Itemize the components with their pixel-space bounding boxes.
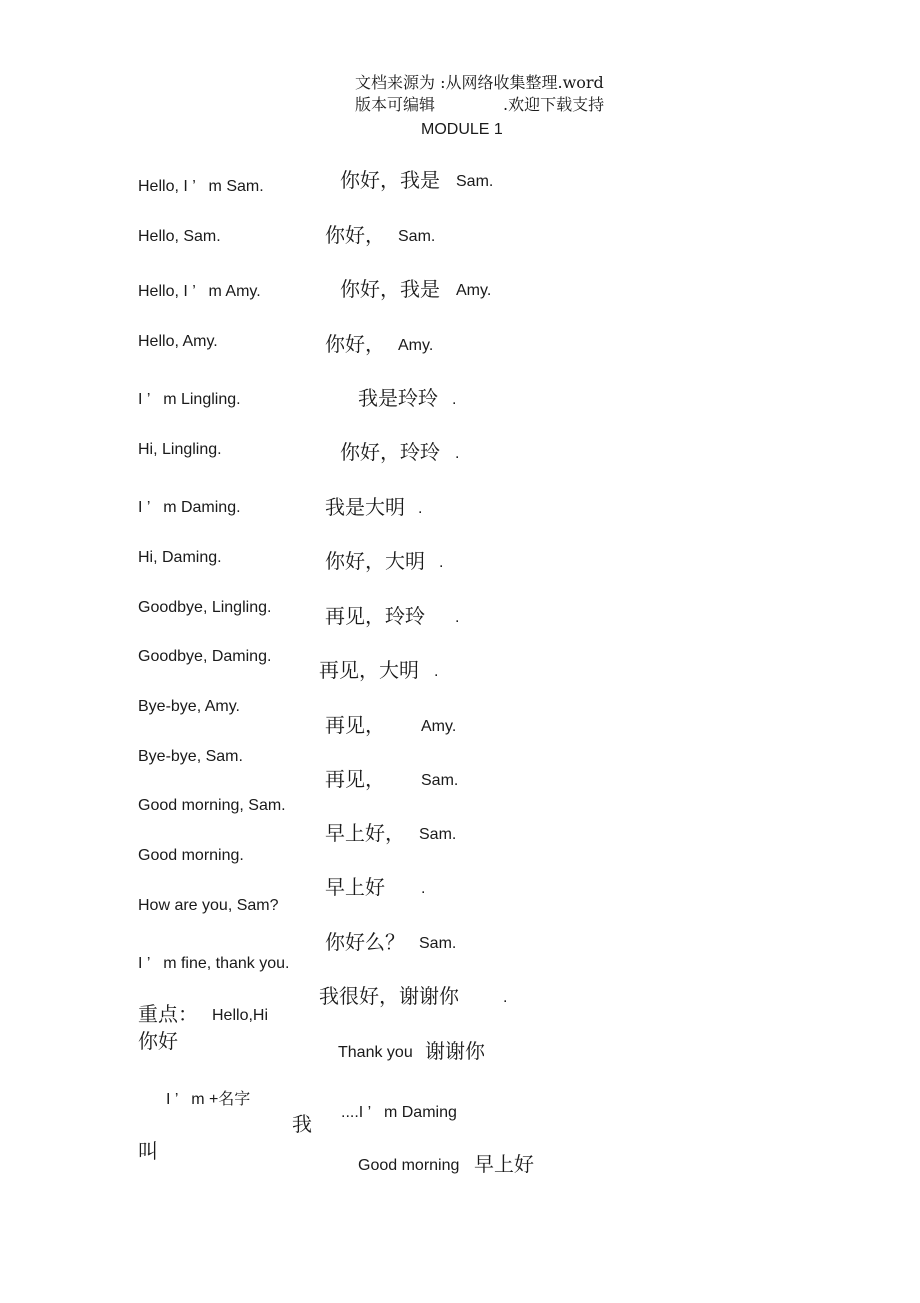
im-name-pattern: I ’ m +名字 <box>166 1091 251 1108</box>
chinese-line-tail: . <box>439 554 444 571</box>
english-line: Goodbye, Lingling. <box>138 599 272 616</box>
hello-hi-note: Hello,Hi <box>212 1007 269 1024</box>
chinese-line-tail: Amy. <box>398 337 434 354</box>
source-note-line-1: 文档来源为 :从网络收集整理.word <box>355 73 604 92</box>
good-morning-note-zh: 早上好 <box>474 1152 534 1176</box>
chinese-line-tail: . <box>452 391 457 408</box>
chinese-line-tail: Amy. <box>456 282 492 299</box>
chinese-line: 你好么？ <box>325 930 405 954</box>
chinese-line-tail: Sam. <box>419 826 457 843</box>
english-line: Hello, Sam. <box>138 228 221 245</box>
source-note-line-2-left: 版本可编辑 <box>355 95 436 114</box>
chinese-line-tail: . <box>455 445 460 462</box>
chinese-line: 你好，我是 <box>340 277 440 301</box>
chinese-line-tail: Sam. <box>456 173 494 190</box>
chinese-line-tail: . <box>418 500 423 517</box>
english-line: Good morning. <box>138 847 244 864</box>
wo-note: 我 <box>292 1112 312 1136</box>
key-points-label: 重点： <box>138 1002 198 1026</box>
english-line: Hello, Amy. <box>138 333 218 350</box>
thank-you-note-zh: 谢谢你 <box>425 1039 485 1063</box>
chinese-line-tail: . <box>421 880 426 897</box>
english-line: Hello, I ’ m Sam. <box>138 178 264 195</box>
chinese-line: 再见， <box>325 767 385 791</box>
chinese-line-tail: . <box>503 989 508 1006</box>
english-line: Goodbye, Daming. <box>138 648 272 665</box>
english-line: Hi, Lingling. <box>138 441 222 458</box>
im-example: ....I ’ m Daming <box>341 1104 457 1121</box>
chinese-line-tail: Sam. <box>419 935 457 952</box>
page-title: MODULE 1 <box>421 121 503 138</box>
english-line: Good morning, Sam. <box>138 797 286 814</box>
chinese-line: 我很好，谢谢你 <box>319 984 459 1008</box>
chinese-line: 早上好， <box>325 821 405 845</box>
nihao-note: 你好 <box>138 1029 178 1053</box>
chinese-line: 你好，大明 <box>325 549 425 573</box>
jiao-note: 叫 <box>138 1139 158 1163</box>
chinese-line: 你好，我是 <box>340 168 440 192</box>
english-line: How are you, Sam? <box>138 897 279 914</box>
english-line: I ’ m fine, thank you. <box>138 955 290 972</box>
english-line: Hello, I ’ m Amy. <box>138 283 261 300</box>
chinese-line: 再见，大明 <box>319 658 419 682</box>
english-line: Bye-bye, Sam. <box>138 748 243 765</box>
english-line: I ’ m Daming. <box>138 499 241 516</box>
chinese-line: 你好， <box>325 223 385 247</box>
chinese-line-tail: . <box>455 609 460 626</box>
chinese-line: 再见，玲玲 <box>325 604 425 628</box>
chinese-line: 我是玲玲 <box>358 386 438 410</box>
chinese-line: 你好， <box>325 332 385 356</box>
chinese-line: 早上好 <box>325 875 385 899</box>
thank-you-note-en: Thank you <box>338 1044 413 1061</box>
chinese-line: 再见， <box>325 713 385 737</box>
english-line: Hi, Daming. <box>138 549 222 566</box>
source-note-line-2-right: .欢迎下载支持 <box>503 95 605 114</box>
chinese-line-tail: Sam. <box>398 228 436 245</box>
chinese-line: 你好，玲玲 <box>340 440 440 464</box>
chinese-line-tail: Amy. <box>421 718 457 735</box>
chinese-line-tail: . <box>434 663 439 680</box>
good-morning-note-en: Good morning <box>358 1157 460 1174</box>
chinese-line: 我是大明 <box>325 495 405 519</box>
english-line: Bye-bye, Amy. <box>138 698 240 715</box>
english-line: I ’ m Lingling. <box>138 391 241 408</box>
chinese-line-tail: Sam. <box>421 772 459 789</box>
